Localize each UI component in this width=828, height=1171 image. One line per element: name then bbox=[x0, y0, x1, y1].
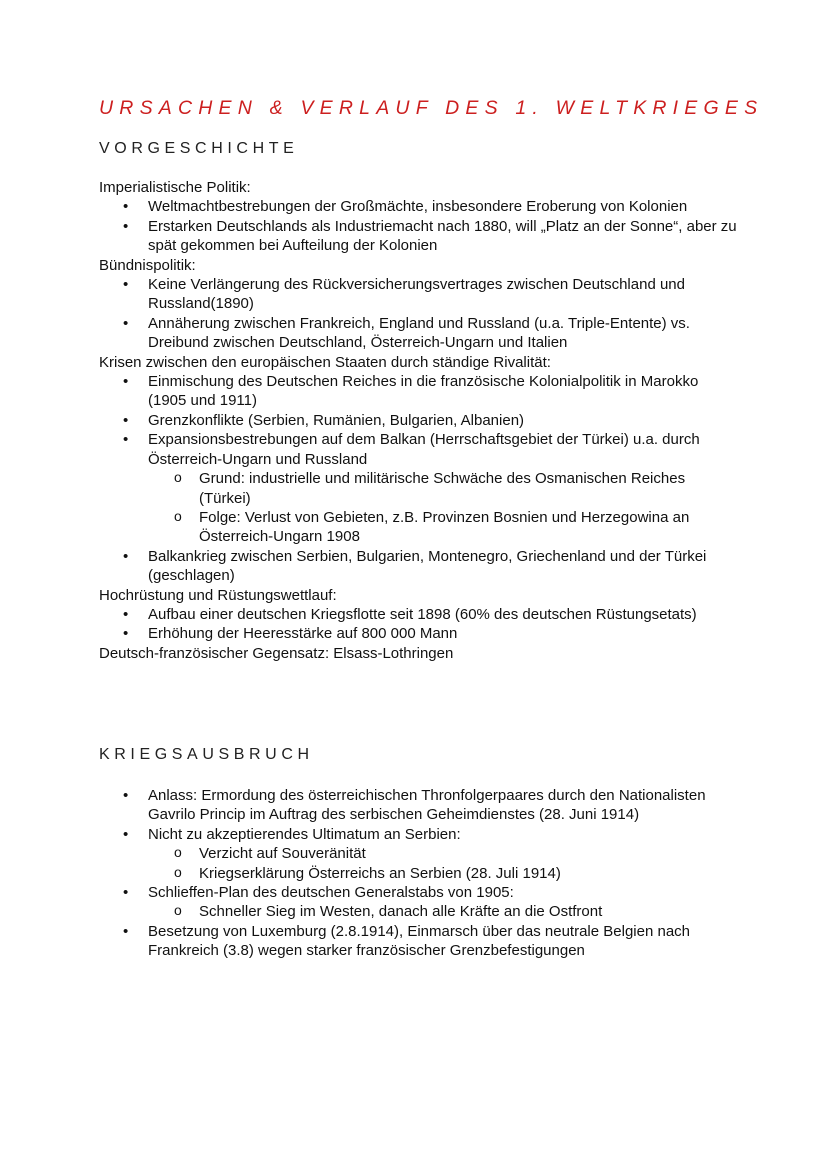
section-heading-vorgeschichte: VORGESCHICHTE bbox=[99, 140, 299, 157]
sub-list-item: o Verzicht auf Souveränität bbox=[199, 844, 739, 863]
group-label-krisen: Krisen zwischen den europäischen Staaten durch ständige Rivalität: bbox=[99, 353, 551, 371]
list-item: • Besetzung von Luxemburg (2.8.1914), Einmarsch über das neutrale Belgien nach Frankreich (3.8) wegen starker französischer Grenzbefestigungen bbox=[148, 922, 739, 961]
sub-list-item: o Kriegserklärung Österreichs an Serbien (28. Juli 1914) bbox=[199, 864, 739, 883]
list-item-text: Nicht zu akzeptierendes Ultimatum an Serbien: bbox=[148, 825, 461, 843]
section-heading-kriegsausbruch: KRIEGSAUSBRUCH bbox=[99, 746, 314, 763]
bullet-list bbox=[99, 786, 739, 961]
list-item-text: Expansionsbestrebungen auf dem Balkan (Herrschaftsgebiet der Türkei) u.a. durch Österreich-Ungarn und Russland bbox=[148, 431, 700, 468]
list-item bbox=[148, 883, 739, 922]
sub-list-item: o Folge: Verlust von Gebieten, z.B. Provinzen Bosnien und Herzegowina an Österreich-Ungarn 1908 bbox=[199, 508, 739, 547]
sub-list bbox=[148, 844, 739, 883]
list-item: • Erhöhung der Heeresstärke auf 800 000 Mann bbox=[148, 624, 739, 643]
list-item: • Erstarken Deutschlands als Industriemacht nach 1880, will „Platz an der Sonne“, aber zu spät gekommen bei Aufteilung der Kolonien bbox=[148, 217, 739, 256]
list-item bbox=[148, 430, 739, 546]
list-item: • Weltmachtbestrebungen der Großmächte, insbesondere Eroberung von Kolonien bbox=[148, 197, 739, 216]
sub-list-item: o Grund: industrielle und militärische Schwäche des Osmanischen Reiches (Türkei) bbox=[199, 469, 739, 508]
list-item: • Aufbau einer deutschen Kriegsflotte seit 1898 (60% des deutschen Rüstungsetats) bbox=[148, 605, 739, 624]
list-item: • Annäherung zwischen Frankreich, England und Russland (u.a. Triple-Entente) vs. Dreibund zwischen Deutschland, Österreich-Ungarn und Italien bbox=[148, 314, 739, 353]
group-label-imperialistische-politik: Imperialistische Politik: bbox=[99, 179, 251, 196]
section-vorgeschichte bbox=[99, 178, 739, 663]
list-item: • Keine Verlängerung des Rückversicherungsvertrages zwischen Deutschland und Russland(1890) bbox=[148, 275, 739, 314]
list-item: • Anlass: Ermordung des österreichischen Thronfolgerpaares durch den Nationalisten Gavrilo Princip im Auftrag des serbischen Geheimdienstes (28. Juni 1914) bbox=[148, 786, 739, 825]
group-label-buendnispolitik: Bündnispolitik: bbox=[99, 256, 196, 274]
sub-list bbox=[148, 902, 739, 921]
list-item bbox=[148, 825, 739, 883]
list-item: • Balkankrieg zwischen Serbien, Bulgarien, Montenegro, Griechenland und der Türkei (geschlagen) bbox=[148, 547, 739, 586]
sub-list bbox=[148, 469, 739, 547]
document-title: URSACHEN & VERLAUF DES 1. WELTKRIEGES bbox=[99, 97, 764, 119]
list-item-text: Schlieffen-Plan des deutschen Generalstabs von 1905: bbox=[148, 884, 514, 902]
group-label-hochruestung: Hochrüstung und Rüstungswettlauf: bbox=[99, 586, 337, 604]
bullet-list bbox=[99, 275, 739, 353]
sub-list-item: o Schneller Sieg im Westen, danach alle Kräfte an die Ostfront bbox=[199, 902, 739, 921]
bullet-list bbox=[99, 372, 739, 585]
bullet-list bbox=[99, 605, 739, 644]
list-item: • Grenzkonflikte (Serbien, Rumänien, Bulgarien, Albanien) bbox=[148, 411, 739, 430]
list-item: • Einmischung des Deutschen Reiches in die französische Kolonialpolitik in Marokko (1905 und 1911) bbox=[148, 372, 739, 411]
section-kriegsausbruch bbox=[99, 786, 739, 961]
group-label-gegensatz: Deutsch-französischer Gegensatz: Elsass-Lothringen bbox=[99, 644, 454, 662]
bullet-list bbox=[99, 197, 739, 255]
